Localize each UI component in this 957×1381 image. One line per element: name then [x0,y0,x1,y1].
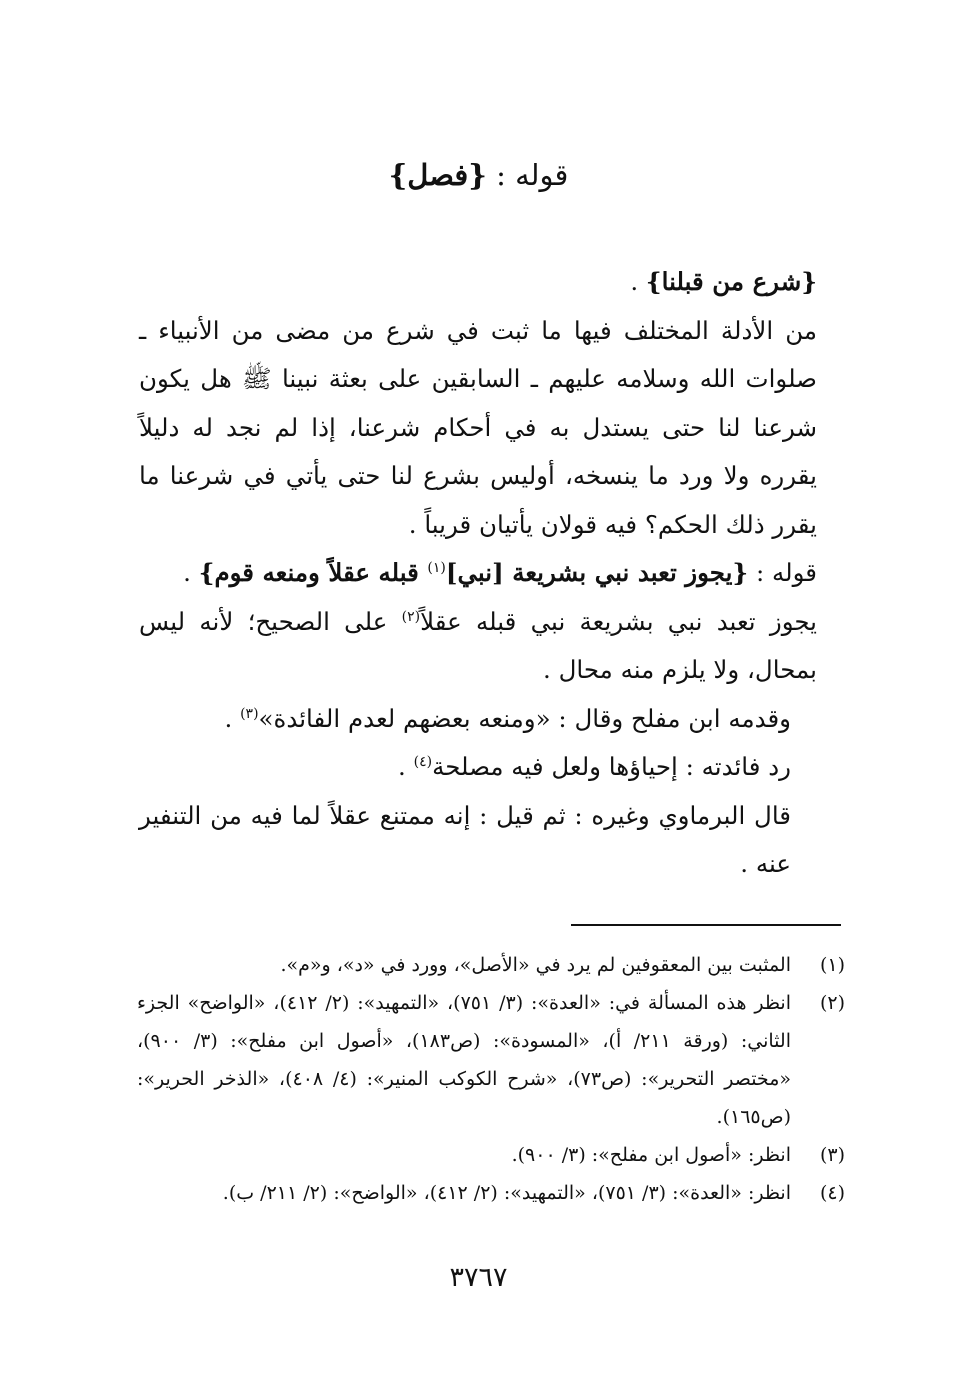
footnotes [137,946,845,1212]
paragraph-6 [139,743,839,792]
p4-b: على الصحيح؛ لأنه ليس بمحال، ولا يلزم منه محال . [139,606,817,684]
page-number: ٣٧٦٧ [449,1262,508,1293]
paragraph-5 [139,695,839,744]
heading-title: {فصل} [388,158,487,192]
p5-a: وقدمه ابن مفلح وقال : «ومنعه بعضهم لعدم الفائدة» [258,703,791,733]
p6-a: رد فائدته : إحياؤها ولعل فيه مصلحة [432,752,791,781]
bracket-title: {شرع من قبلنا} [645,267,817,296]
footnote-number: (٤) [819,1182,845,1204]
p3-bold-b: قبله عقلاً ومنعه قوم} [198,558,428,587]
p3-bold-a: {يجوز تعبد نبي بشريعة [نبي] [445,558,749,587]
paragraph-7: قال البرماوي وغيره : ثم قيل : إنه ممتنع عقلاً لما فيه من التنفير عنه . [139,800,791,878]
p3-tail: . [183,558,199,587]
footnote-ref-1[interactable]: (١) [427,559,446,576]
footnote-text: انظر: «العدة»: (٣/ ٧٥١)، «التمهيد»: (٢/ ٤١٢)، «الواضح»: (٢/ ٢١١/ ب). [222,1182,791,1204]
p6-b: . [398,752,414,781]
footnote-ref-3[interactable]: (٣) [240,705,259,722]
p4-a: يجوز تعبد نبي بشريعة نبي قبله عقلاً [420,606,817,636]
footnote-number: (١) [819,954,845,976]
p1-tail: . [630,267,646,296]
paragraph-1 [139,258,839,307]
paragraph-3 [139,549,839,598]
heading-prefix: قوله : [496,158,569,192]
footnote-number: (٣) [819,1144,845,1166]
footnote-text: انظر هذه المسألة في: «العدة»: (٣/ ٧٥١)، «التمهيد»: (٢/ ٤١٢)، «الواضح» الجزء الثاني: (ورقة ٢١١/ أ)، «المسودة»: (ص١٨٣)، «أصول ابن مفلح»: (٣/ ٩٠٠)، «مختصر التحرير»: (ص٧٣)، «شرح الكوكب المنير»: (٤/ ٤٠٨)، «الذخر الحرير»: (ص١٦٥). [137,992,791,1128]
paragraph-2: من الأدلة المختلف فيها ما ثبت في شرع من مضى من الأنبياء ـ صلوات الله وسلامه عليهم ـ السابقين على بعثة نبينا ﷺ هل يكون شرعنا لنا حتى يستدل به في أحكام شرعنا، إذا لم نجد له دليلاً يقرره ولا ورد ما ينسخه، أوليس بشرع لنا حتى يأتي في شرعنا ما يقرر ذلك الحكم؟ فيه قولان يأتيان قريباً . [139,315,817,539]
footnote-text: انظر: «أصول ابن مفلح»: (٣/ ٩٠٠). [511,1144,791,1166]
main-text [139,258,839,889]
footnote-number: (٢) [819,992,845,1014]
paragraph-4 [139,598,839,695]
p3-prefix: قوله : [748,558,817,587]
footnote-ref-2[interactable]: (٢) [401,608,421,625]
footnote-item [137,1136,845,1174]
footnote-item [137,946,845,984]
section-heading [0,150,957,200]
footnote-item [137,1174,845,1212]
footnote-separator [571,924,841,926]
p5-b: . [224,703,241,733]
footnote-item [137,984,845,1136]
footnote-ref-4[interactable]: (٤) [413,753,433,770]
footnote-text: المثبت بين المعقوفين لم يرد في «الأصل»، وورد في «د»، و«م». [280,954,791,976]
